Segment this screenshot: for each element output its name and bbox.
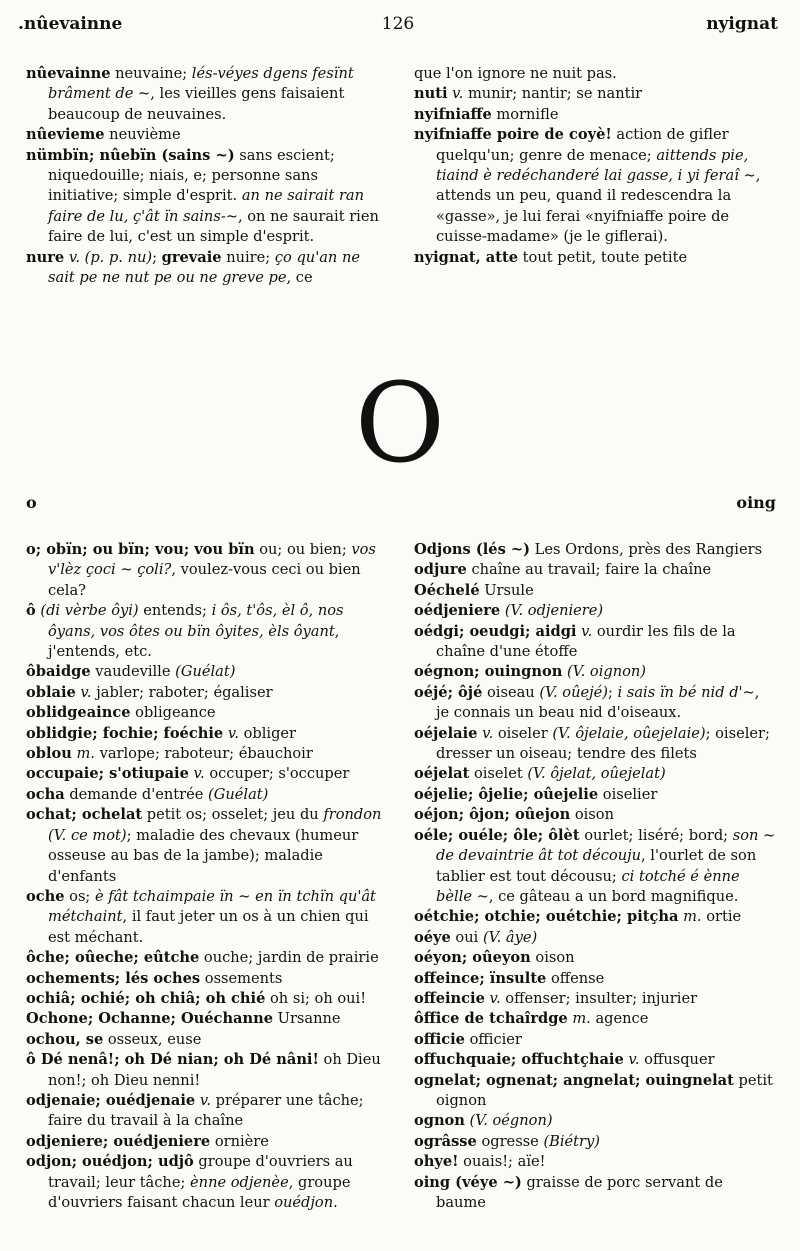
dictionary-entry: offuchquaie; offuchtçhaie v. offusquer: [414, 1051, 715, 1069]
dictionary-entry: oéjelaie v. oiseler (V. ôjelaie, oûejelaie); oiseler; dresser un oiseau; tendre des filets: [414, 724, 770, 763]
dictionary-entry: nümbïn; nûebïn (sains ~) sans escient; niquedouille; niais, e; personne sans initiative; simple d'esprit. an ne sairait ran faire de lu, ç'ât ïn sains-~, on ne saurait rien faire de lui, c'est un simple d'esprit.: [26, 146, 379, 246]
dictionary-entry: oéjé; ôjé oiseau (V. oûejé); i sais ïn bé nid d'~, je connais un beau nid d'oiseaux.: [414, 683, 760, 722]
dictionary-entry: oégnon; ouingnon (V. oignon): [414, 663, 646, 681]
dictionary-entry: officie officier: [414, 1030, 522, 1048]
dictionary-entry: ochements; lés oches ossements: [26, 969, 283, 987]
bottom-left-column: [26, 540, 390, 1213]
dictionary-entry: oétchie; otchie; ouétchie; pitçha m. ortie: [414, 908, 742, 926]
dictionary-entry: oéjon; ôjon; oûejon oison: [414, 806, 614, 824]
top-right-column: [414, 64, 776, 268]
dictionary-entry: nûevainne neuvaine; lés-véyes dgens fesïnt brâment de ~, les vieilles gens faisaient beaucoup de neuvaines.: [26, 65, 354, 123]
running-header: [18, 14, 778, 40]
dictionary-entry: ocha demande d'entrée (Guélat): [26, 785, 269, 803]
dictionary-entry: oblaie v. jabler; raboter; égaliser: [26, 683, 273, 701]
dictionary-entry: odjure chaîne au travail; faire la chaîne: [414, 561, 712, 579]
dictionary-entry: oédgi; oeudgi; aidgi v. ourdir les fils de la chaîne d'une étoffe: [414, 622, 736, 661]
dictionary-entry: nyifniaffe poire de coyè! action de gifler quelqu'un; genre de menace; aittends pie, tiaind è redéchanderé lai gasse, i yi feraî ~, attends un peu, quand il redescendra la «gasse», je lui ferai «nyifniaffe poire de cuisse-madame» (je le giflerai).: [414, 126, 761, 246]
dictionary-entry: ohye! ouais!; aïe!: [414, 1153, 546, 1171]
dictionary-entry: ochou, se osseux, euse: [26, 1030, 202, 1048]
dictionary-entry: odjon; ouédjon; udjô groupe d'ouvriers au travail; leur tâche; ènne odjenèe, groupe d'ouvriers faisant chacun leur ouédjon.: [26, 1153, 353, 1211]
dictionary-entry: Ochone; Ochanne; Ouéchanne Ursanne: [26, 1010, 341, 1028]
dictionary-entry: occupaie; s'otiupaie v. occuper; s'occuper: [26, 765, 350, 783]
dictionary-entry: que l'on ignore ne nuit pas.: [414, 65, 617, 82]
dictionary-entry: ôffice de tchaîrdge m. agence: [414, 1010, 649, 1028]
dictionary-entry: nûevieme neuvième: [26, 126, 181, 144]
dictionary-entry: oblidgeaince obligeance: [26, 704, 216, 722]
dictionary-entry: offeincie v. offenser; insulter; injurier: [414, 989, 698, 1007]
dictionary-entry: ochiâ; ochié; oh chiâ; oh chié oh si; oh oui!: [26, 989, 367, 1007]
dictionary-entry: ôche; oûeche; eûtche ouche; jardin de prairie: [26, 949, 379, 967]
section-left-guide-word: o: [26, 493, 37, 512]
dictionary-entry: oéle; ouéle; ôle; ôlèt ourlet; liséré; bord; son ~ de devaintrie ât tot découju, l'ourlet de son tablier est tout décousu; ci totché é ènne bèlle ~, ce gâteau a un bord magnifique.: [414, 826, 776, 905]
dictionary-entry: oédjeniere (V. odjeniere): [414, 602, 604, 620]
dictionary-entry: ognon (V. oégnon): [414, 1112, 553, 1130]
dictionary-entry: nure v. (p. p. nu); grevaie nuire; ço qu'an ne sait pe ne nut pe ou ne greve pe, ce: [26, 248, 360, 287]
dictionary-entry: oéjelie; ôjelie; oûejelie oiselier: [414, 785, 658, 803]
dictionary-entry: ogrâsse ogresse (Biétry): [414, 1132, 600, 1150]
header-left-guide-word: .nûevainne: [18, 14, 123, 34]
dictionary-entry: ochat; ochelat petit os; osselet; jeu du frondon (V. ce mot); maladie des chevaux (humeur osseuse au bas de la jambe); maladie d'enfants: [26, 806, 382, 885]
dictionary-entry: oblidgie; fochie; foéchie v. obliger: [26, 724, 297, 742]
dictionary-entry: ognelat; ognenat; angnelat; ouingnelat petit oignon: [414, 1071, 773, 1109]
section-header: [26, 493, 776, 515]
bottom-right-column: [414, 540, 776, 1213]
dictionary-entry: odjeniere; ouédjeniere ornière: [26, 1132, 269, 1150]
dictionary-entry: ô Dé nenâ!; oh Dé nian; oh Dé nâni! oh Dieu non!; oh Dieu nenni!: [26, 1051, 381, 1089]
dictionary-entry: nyignat, atte tout petit, toute petite: [414, 248, 688, 266]
section-letter: O: [354, 359, 446, 487]
section-right-guide-word: oing: [736, 493, 776, 512]
dictionary-entry: ô (di vèrbe ôyi) entends; i ôs, t'ôs, èl ô, nos ôyans, vos ôtes ou bïn ôyites, èls ôyant, j'entends, etc.: [26, 602, 344, 661]
dictionary-entry: Oéchelé Ursule: [414, 581, 534, 599]
dictionary-entry: oéyon; oûeyon oison: [414, 949, 575, 967]
dictionary-entry: oblou m. varlope; raboteur; ébauchoir: [26, 745, 313, 763]
dictionary-entry: o; obïn; ou bïn; vou; vou bïn ou; ou bien; vos v'lèz çoci ~ çoli?, voulez-vous ceci ou bien cela?: [26, 541, 376, 599]
dictionary-entry: nuti v. munir; nantir; se nantir: [414, 85, 643, 103]
header-right-guide-word: nyignat: [706, 14, 778, 34]
dictionary-entry: oéye oui (V. âye): [414, 928, 538, 946]
page-number: 126: [381, 14, 415, 34]
dictionary-entry: offeince; ïnsulte offense: [414, 969, 605, 987]
dictionary-entry: nyifniaffe mornifle: [414, 105, 559, 123]
dictionary-entry: Odjons (lés ~) Les Ordons, près des Rangiers: [414, 541, 763, 558]
dictionary-entry: odjenaie; ouédjenaie v. préparer une tâche; faire du travail à la chaîne: [26, 1091, 364, 1130]
dictionary-entry: oche os; è fât tchaimpaie ïn ~ en ïn tchïn qu'ât métchaint, il faut jeter un os à un chien qui est méchant.: [26, 887, 376, 946]
dictionary-entry: oing (véye ~) graisse de porc servant de baume: [414, 1173, 723, 1211]
dictionary-entry: oéjelat oiselet (V. ôjelat, oûejelat): [414, 765, 666, 783]
dictionary-entry: ôbaidge vaudeville (Guélat): [26, 663, 236, 681]
top-left-column: [26, 64, 390, 288]
